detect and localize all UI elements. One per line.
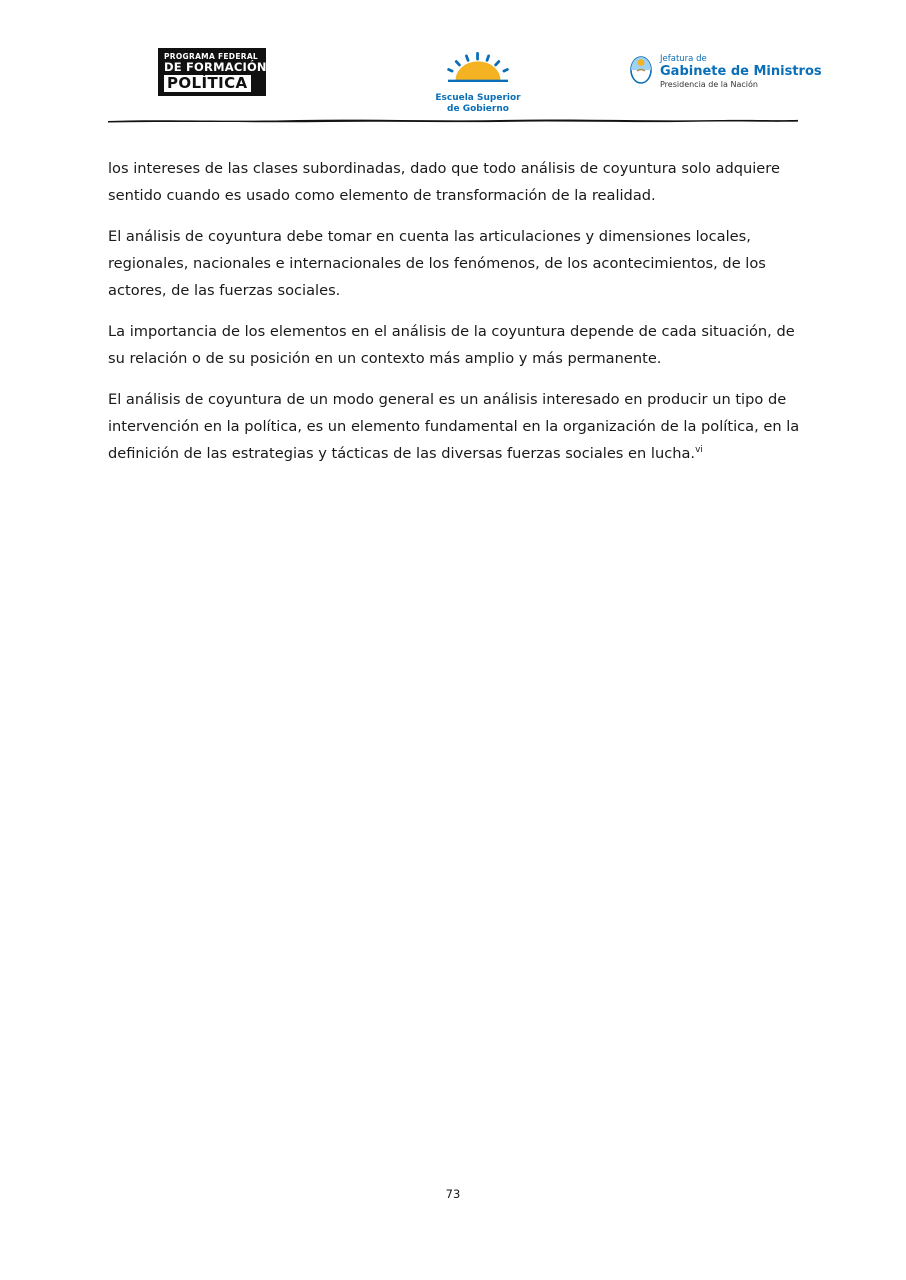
paragraph-2: El análisis de coyuntura debe tomar en cuenta las articulaciones y dimensiones locales, regionales, nacionales e internacionales de los fenómenos, de los acontecimientos, de los actores, de las fuerzas sociales. [108,228,766,299]
logo-right-line2: Gabinete de Ministros [660,64,822,79]
page-number: 73 [445,1187,461,1201]
logo-left-line1: PROGRAMA FEDERAL [164,51,259,61]
paragraph-4 [108,386,800,467]
footnote-marker: vi [695,445,703,456]
logo-center-line1: Escuela Superior [435,93,521,103]
logo-center-line2: de Gobierno [447,104,509,114]
argentina-shield-icon [628,56,654,86]
escuela-superior-logo [418,52,538,115]
jefatura-text-block [660,54,822,90]
logo-left-line2: DE FORMACIÓN [164,59,267,74]
logo-right-line3: Presidencia de la Nación [660,80,758,89]
document-body [108,155,800,467]
sunrise-icon [440,52,516,92]
page-header [108,40,822,128]
programa-federal-logo [158,48,266,96]
header-divider [108,118,798,123]
paragraph-3: La importancia de los elementos en el análisis de la coyuntura depende de cada situación, de su relación o de su posición en un contexto más amplio y más permanente. [108,323,795,367]
jefatura-gabinete-logo [628,54,822,98]
logo-left-line3: POLÍTICA [164,75,251,92]
logo-right-line1: Jefatura de [660,54,707,64]
paragraph-4-text: El análisis de coyuntura de un modo general es un análisis interesado en producir un tipo de intervención en la política, es un elemento fundamental en la organización de la política, en la definición de las estrategias y tácticas de las diversas fuerzas sociales en lucha. [108,391,800,462]
paragraph-1: los intereses de las clases subordinadas, dado que todo análisis de coyuntura solo adquiere sentido cuando es usado como elemento de transformación de la realidad. [108,160,780,204]
page-footer [0,1183,906,1202]
